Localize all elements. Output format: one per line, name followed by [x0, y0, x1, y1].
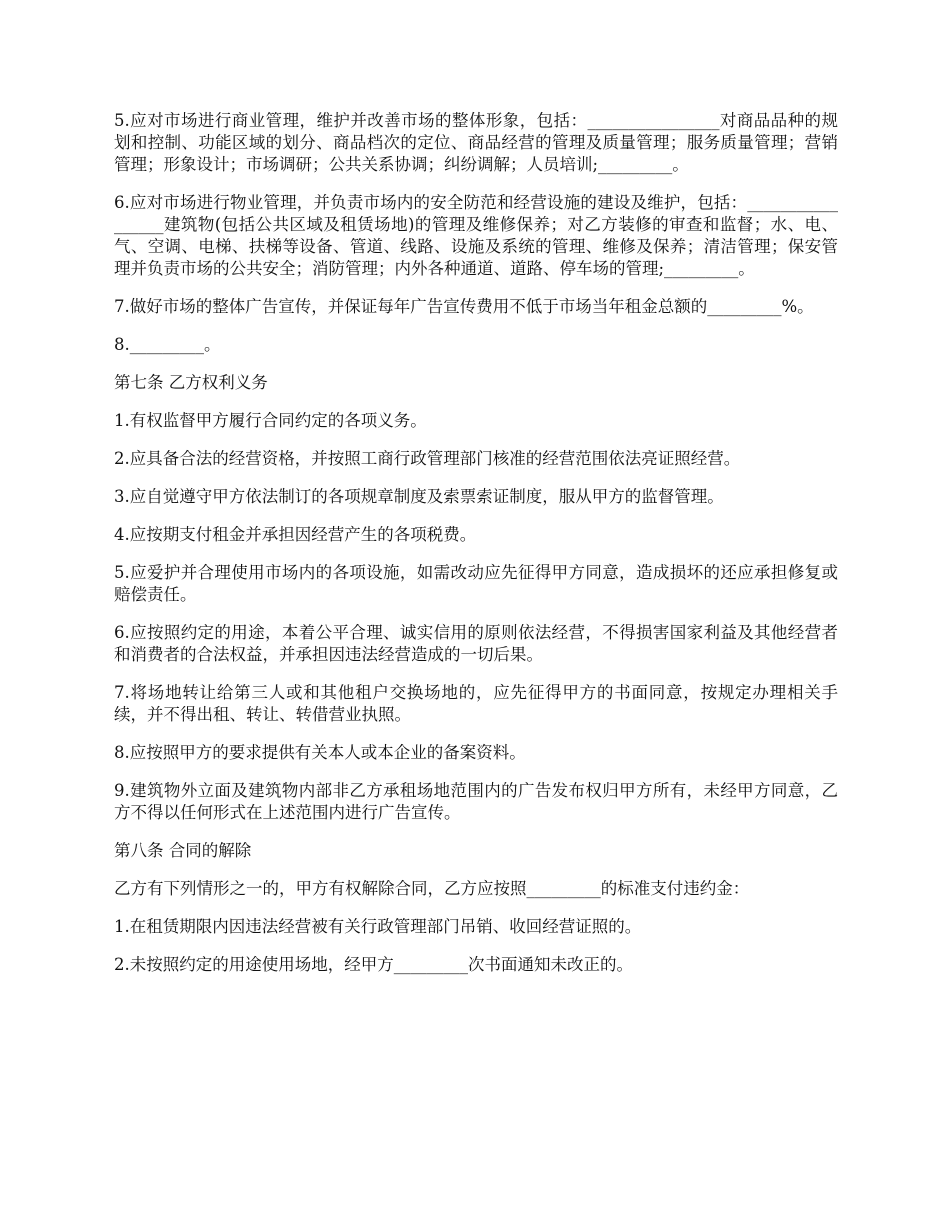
article-8-heading: 第八条 合同的解除 — [114, 841, 252, 860]
clause-market-property-management: 6.应对市场进行物业管理，并负责市场内的安全防范和经营设施的建设及维护，包括：_________________建筑物(包括公共区域及租赁场地)的管理及维修保养；对乙方装修的审查和监督；水、电、气、空调、电梯、扶梯等设备、管道、线路、设施及系统的管理、维修及保养；清洁管理；保安管理并负责市场的公共安全；消防管理；内外各种通道、道路、停车场的管理;_________。 — [114, 193, 838, 278]
clause-market-commercial-management: 5.应对市场进行商业管理，维护并改善市场的整体形象，包括：________________对商品品种的规划和控制、功能区域的划分、商品档次的定位、商品经营的管理及质量管理；服务质量管理；营销管理；形象设计；市场调研；公共关系协调；纠纷调解；人员培训;_________。 — [114, 111, 838, 174]
party-b-item-1: 1.有权监督甲方履行合同约定的各项义务。 — [114, 411, 427, 430]
party-b-item-8: 8.应按照甲方的要求提供有关本人或本企业的备案资料。 — [114, 743, 526, 762]
termination-item-2: 2.未按照约定的用途使用场地，经甲方_________次书面通知未改正的。 — [114, 955, 633, 974]
clause-advertising: 7.做好市场的整体广告宣传，并保证每年广告宣传费用不低于市场当年租金总额的_________%。 — [114, 297, 814, 316]
document-page — [114, 110, 838, 992]
party-b-item-2: 2.应具备合法的经营资格，并按照工商行政管理部门核准的经营范围依法亮证照经营。 — [114, 449, 741, 468]
termination-item-1: 1.在租赁期限内因违法经营被有关行政管理部门吊销、收回经营证照的。 — [114, 917, 642, 936]
article-7-heading: 第七条 乙方权利义务 — [114, 373, 268, 392]
party-b-item-5: 5.应爱护并合理使用市场内的各项设施，如需改动应先征得甲方同意，造成损坏的还应承担修复或赔偿责任。 — [114, 563, 838, 604]
party-b-item-4: 4.应按期支付租金并承担因经营产生的各项税费。 — [114, 525, 477, 544]
party-b-item-3: 3.应自觉遵守甲方依法制订的各项规章制度及索票索证制度，服从甲方的监督管理。 — [114, 487, 724, 506]
clause-other-party-a: 8._________。 — [114, 335, 221, 354]
termination-intro: 乙方有下列情形之一的，甲方有权解除合同，乙方应按照_________的标准支付违约金： — [114, 879, 750, 898]
party-b-item-7: 7.将场地转让给第三人或和其他租户交换场地的，应先征得甲方的书面同意，按规定办理相关手续，并不得出租、转让、转借营业执照。 — [114, 683, 838, 724]
party-b-item-9: 9.建筑物外立面及建筑物内部非乙方承租场地范围内的广告发布权归甲方所有，未经甲方同意，乙方不得以任何形式在上述范围内进行广告宣传。 — [114, 781, 838, 822]
party-b-item-6: 6.应按照约定的用途，本着公平合理、诚实信用的原则依法经营，不得损害国家利益及其他经营者和消费者的合法权益，并承担因违法经营造成的一切后果。 — [114, 623, 838, 664]
